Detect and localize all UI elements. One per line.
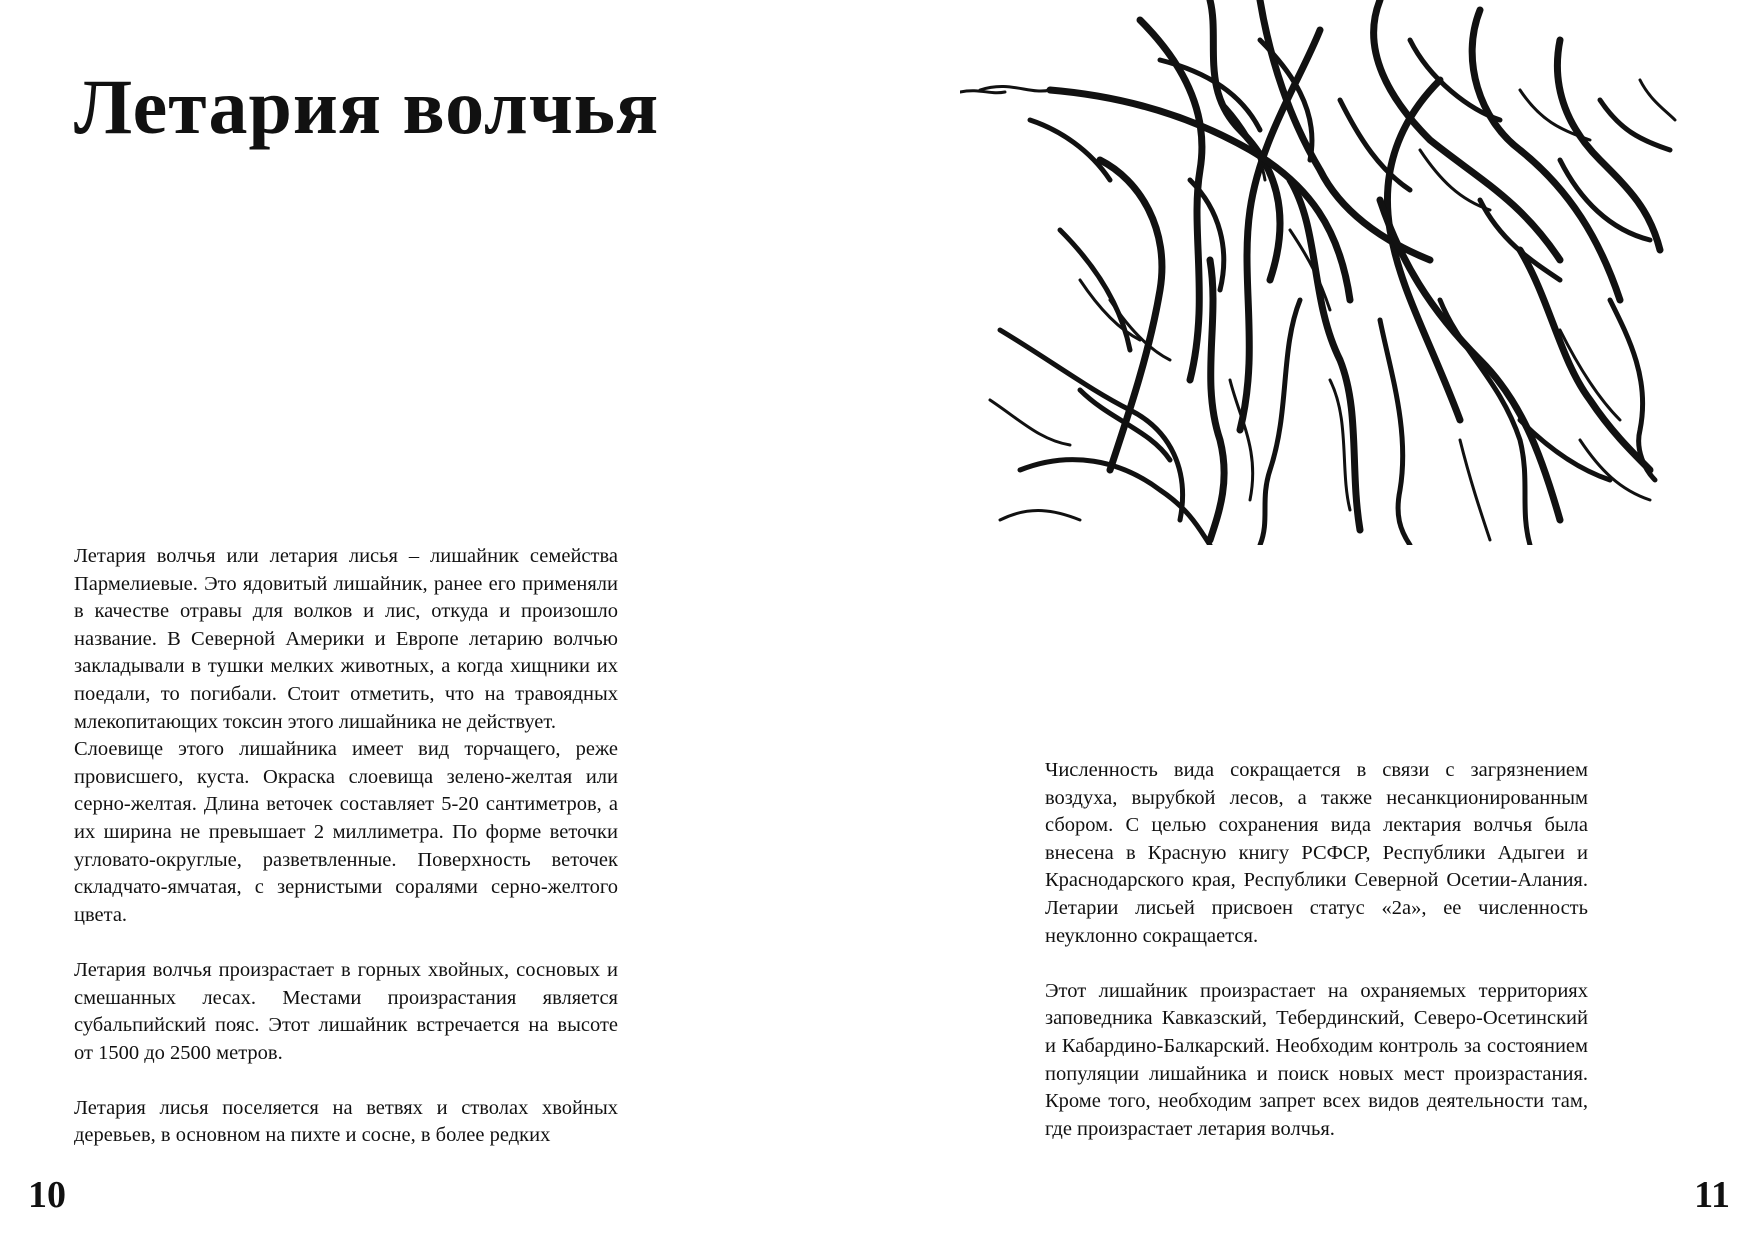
paragraph: Слоевище этого лишайника имеет вид торчащего, реже провисшего, куста. Окраска слоевища зелено-желтая или серно-желтая. Длина веточек составляет 5-20 сантиметров, а их ширина не превышает 2 миллиметра. По форме веточки угловато-округлые, разветвленные. Поверхность веточек складчато-ямчатая, с зернистыми соралями серно-желтого цвета.	[74, 738, 618, 926]
right-page-text	[1045, 757, 1588, 1143]
left-page-text	[74, 543, 618, 1173]
paragraph: Численность вида сокращается в связи с загрязнением воздуха, вырубкой лесов, а также несанкционированным сбором. С целью сохранения вида лектария волчья была внесена в Красную книгу РСФСР, Республики Адыгеи и Краснодарского края, Республики Северной Осетии-Алания. Летарии лисьей присвоен статус «2а», ее численность неуклонно сокращается.	[1045, 759, 1588, 947]
paragraph: Летария лисья поселяется на ветвях и стволах хвойных деревьев, в основном на пихте и сосне, в более редких	[74, 1096, 618, 1147]
page-number-left: 10	[28, 1174, 66, 1216]
article-title: Летария волчья	[74, 63, 660, 150]
lichen-illustration-icon	[960, 0, 1680, 545]
page-number-right: 11	[1694, 1174, 1730, 1216]
paragraph: Этот лишайник произрастает на охраняемых территориях заповедника Кавказский, Тебердинский, Северо-Осетинский и Кабардино-Балкарский. Необходим контроль за состоянием популяции лишайника и поиск новых мест произрастания. Кроме того, необходим запрет всех видов деятельности там, где произрастает летария волчья.	[1045, 979, 1588, 1140]
paragraph: Летария волчья произрастает в горных хвойных, сосновых и смешанных лесах. Местами произрастания является субальпийский пояс. Этот лишайник встречается на высоте от 1500 до 2500 метров.	[74, 958, 618, 1064]
paragraph: Летария волчья или летария лисья – лишайник семейства Пармелиевые. Это ядовитый лишайник, ранее его применяли в качестве отравы для волков и лис, откуда и произошло название. В Северной Америки и Европе летарию волчью закладывали в тушки мелких животных, а когда хищники их поедали, то погибали. Стоит отметить, что на травоядных млекопитающих токсин этого лишайника не действует.	[74, 545, 618, 733]
